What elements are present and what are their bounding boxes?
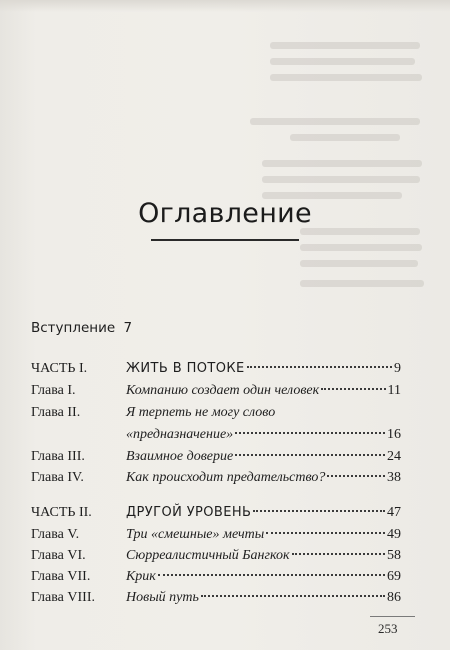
chapter-label: Глава VIII. [31, 590, 95, 605]
toc-chapter-row-continued[interactable] [31, 425, 401, 445]
toc-part-row[interactable] [31, 359, 401, 379]
intro-label: Вступление [31, 320, 116, 336]
toc-chapter-row[interactable] [31, 447, 401, 467]
toc-heading: Оглавление [138, 198, 312, 229]
toc-chapter-row[interactable] [31, 403, 401, 423]
chapter-title: Как происходит предательство? [126, 470, 326, 485]
toc-chapter-row[interactable] [31, 588, 401, 608]
part-label: ЧАСТЬ I. [31, 361, 88, 376]
page-ref: 49 [387, 527, 401, 542]
page-ref: 47 [387, 505, 401, 520]
toc-chapter-row[interactable] [31, 546, 401, 566]
dot-leader [158, 574, 385, 576]
toc-part-row[interactable] [31, 503, 401, 523]
page-ref: 11 [387, 383, 401, 398]
page-ref: 16 [387, 427, 401, 442]
footer-rule [370, 616, 415, 617]
chapter-label: Глава V. [31, 527, 80, 542]
chapter-label: Глава VII. [31, 569, 91, 584]
chapter-label: Глава IV. [31, 470, 84, 485]
dot-leader [266, 532, 385, 534]
part-title: ЖИТЬ В ПОТОКЕ [126, 361, 245, 376]
toc-chapter-row[interactable] [31, 567, 401, 587]
bleed-through-text [0, 0, 450, 300]
dot-leader [235, 454, 385, 456]
part-title: ДРУГОЙ УРОВЕНЬ [126, 505, 252, 520]
page-ref: 69 [387, 569, 401, 584]
chapter-title: Взаимное доверие [126, 449, 234, 464]
dot-leader [247, 366, 392, 368]
chapter-title-continued: «предназначение» [126, 427, 234, 442]
chapter-label: Глава VI. [31, 548, 86, 563]
toc-chapter-row[interactable] [31, 468, 401, 488]
chapter-title: Я терпеть не могу слово [126, 405, 276, 420]
dot-leader [253, 510, 385, 512]
chapter-title: Новый путь [126, 590, 199, 605]
dot-leader [201, 595, 385, 597]
chapter-label: Глава II. [31, 405, 81, 420]
part-label: ЧАСТЬ II. [31, 505, 92, 520]
page-ref: 58 [387, 548, 401, 563]
toc-chapter-row[interactable] [31, 381, 401, 401]
dot-leader [235, 432, 385, 434]
toc-intro-entry[interactable] [31, 320, 136, 336]
heading-underline [151, 239, 299, 241]
dot-leader [327, 475, 385, 477]
page-ref: 9 [394, 361, 401, 376]
chapter-title: Три «смешные» мечты [126, 527, 265, 542]
page-ref: 38 [387, 470, 401, 485]
chapter-title: Компанию создает один человек [126, 383, 320, 398]
chapter-title: Сюрреалистичный Бангкок [126, 548, 290, 563]
chapter-label: Глава I. [31, 383, 76, 398]
page-ref: 86 [387, 590, 401, 605]
toc-chapter-row[interactable] [31, 525, 401, 545]
chapter-title: Крик [126, 569, 156, 584]
dot-leader [292, 553, 385, 555]
dot-leader [321, 388, 385, 390]
chapter-label: Глава III. [31, 449, 85, 464]
page-ref: 24 [387, 449, 401, 464]
intro-page: 7 [123, 320, 133, 336]
page-number: 253 [378, 621, 398, 636]
